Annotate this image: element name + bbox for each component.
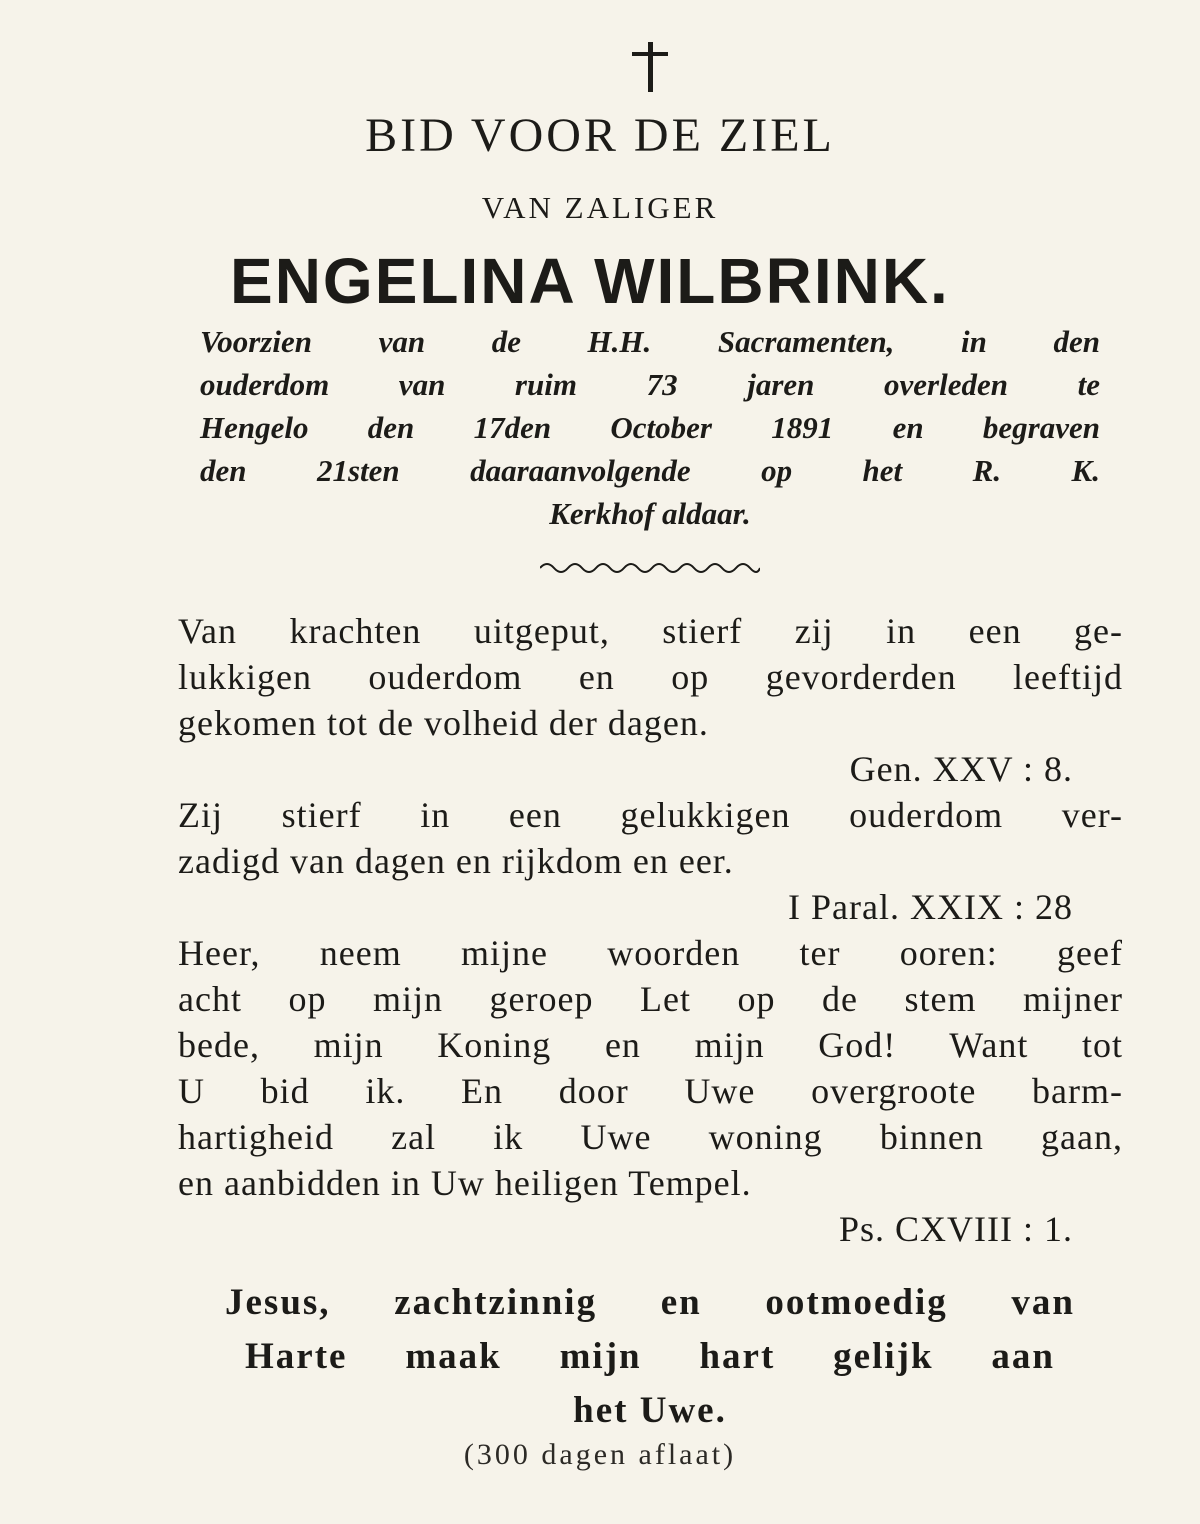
verse-line: Heer, neem mijne woorden ter ooren: geef xyxy=(178,933,1123,973)
wavy-divider xyxy=(540,556,760,576)
prayer-line: Jesus, zachtzinnig en ootmoedig van xyxy=(225,1282,1075,1323)
verse-line: U bid ik. En door Uwe overgroote barm- xyxy=(178,1071,1123,1111)
verse-line: en aanbidden in Uw heiligen Tempel. xyxy=(178,1163,752,1203)
verse-line: zadigd van dagen en rijkdom en eer. xyxy=(178,841,734,881)
verse-line: Van krachten uitgeput, stierf zij in een ge- xyxy=(178,611,1123,651)
verse-line: gekomen tot de volheid der dagen. xyxy=(178,703,709,743)
verse-line: bede, mijn Koning en mijn God! Want tot xyxy=(178,1025,1123,1065)
verse-psalm xyxy=(178,930,1123,1252)
prayer-block xyxy=(225,1276,1075,1438)
death-details xyxy=(200,320,1100,535)
verse-reference: Gen. XXV : 8. xyxy=(849,749,1073,789)
details-line: Voorzien van de H.H. Sacramenten, in den xyxy=(200,324,1100,359)
verse-reference: I Paral. XXIX : 28 xyxy=(788,887,1073,927)
verse-line: lukkigen ouderdom en op gevorderden leeftijd xyxy=(178,657,1123,697)
verse-line: hartigheid zal ik Uwe woning binnen gaan, xyxy=(178,1117,1123,1157)
details-line: Kerkhof aldaar. xyxy=(549,496,751,531)
prayer-line: het Uwe. xyxy=(573,1390,727,1431)
card-heading: BID VOOR DE ZIEL xyxy=(365,109,835,162)
verse-reference: Ps. CXVIII : 1. xyxy=(838,1209,1073,1249)
indulgence-note: (300 dagen aflaat) xyxy=(463,1438,737,1471)
deceased-name: ENGELINA WILBRINK. xyxy=(230,245,950,317)
verse-line: Zij stierf in een gelukkigen ouderdom ver- xyxy=(178,795,1123,835)
details-line: ouderdom van ruim 73 jaren overleden te xyxy=(200,367,1100,402)
details-line: Hengelo den 17den October 1891 en begraven xyxy=(200,410,1100,445)
card-subheading: VAN ZALIGER xyxy=(481,190,719,225)
verse-paralipomenon xyxy=(178,792,1123,930)
cross-icon xyxy=(632,42,668,92)
verse-genesis xyxy=(178,608,1123,792)
prayer-line: Harte maak mijn hart gelijk aan xyxy=(245,1336,1055,1377)
verse-line: acht op mijn geroep Let op de stem mijner xyxy=(178,979,1123,1019)
details-line: den 21sten daaraanvolgende op het R. K. xyxy=(200,453,1100,488)
